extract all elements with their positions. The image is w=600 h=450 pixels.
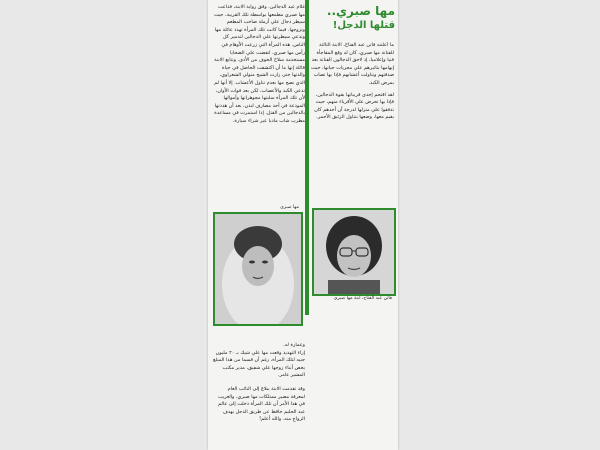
headline-line-2: قتلها الدجل! <box>332 20 395 31</box>
article-text-right-mid: لقد اقتحم إحدى قريباتها بقوة الدجالين، فإذا بها تحرض علي الأقرباء منهم، حيث تدفقوا علي منزلها لدرجة أن أحدهم كان يقيم معها، وضعها بتناول الزئبق الأحمر. <box>314 91 394 121</box>
article-text-left-extra: وعمارة له. <box>283 342 305 348</box>
headline <box>315 4 395 32</box>
portrait-daughter-image <box>314 210 394 294</box>
article-text-left-bottom: إزاء التهديد وقعت مها علي شيك بـ ٢٠ مليون جنيه لتلك المرأة، رغم أن قسما من هذا المبلغ يخص أبناء زوجها علي شفيق، مدير مكتب المشير عامر. <box>213 349 305 379</box>
left-photo <box>213 212 303 326</box>
left-column-bottom <box>213 342 305 446</box>
right-column-top <box>310 42 394 190</box>
right-photo-caption: فاتن عبد الفتاح، ابنة مها صبري <box>333 296 392 301</box>
article-text-left-bottom-2: وقد تقدمت الابنة ببلاغ إلى النائب العام لمعرفة مصير ممتلكات مها صبري، والغريب في هذا الأمر أن تلك المرأة دخلت إلى عالم عبد الحليم حافظ عن طريق الدجل بهدف الزواج منه. والله أعلم! <box>217 385 305 423</box>
accent-divider <box>305 0 309 315</box>
left-photo-caption: مها صبري <box>280 205 299 210</box>
portrait-singer-image <box>215 214 301 324</box>
headline-line-1: مها صبري.. <box>326 4 395 18</box>
article-text-left-top: غلام عبد الدجالين. وفق رواية الابنة، فداعت مها صبري مطمعها بواسطة تلك القريبة، حيث سيطر دجال علي أرملة صاحب المطعم وتزوجها. فيما كانت تلك المرأة تهدد عائلة مها وتدعي سيطرتها علي الدجالين لتدمير كل الناس. هذه المرأة التي زرعت الأوهام في رأس مها صبري، انقضت علي الضحايا مستخدمة سلاح الخوف من الأذى. وتتابع الابنة قائلة إنها ما أن اكتشفت الحاضل في حياة والدتها حتى زارت الشيخ متولي الشعراوي، الذي نصح مها بعدم تناول الأعشاب. إلا أنها لم تدعي الكبد والأعصاب، لكن بعد فوات الأوان، لأن تلك المرأة سلبتها مجوهراتها وأموالها المودعة في أحد مصارف لندن، بعد أن هددتها بالدجالين من القتل. إذا استمرت في مساعدة مطرب شاب ماديا عبر شراء سيارة. <box>214 4 305 124</box>
right-photo <box>312 208 396 296</box>
left-column-top <box>213 4 305 204</box>
article-text-right-top: ما أعلنته فاتن عبد الفتاح، الابنة الثالثة للفنانة مها صبري، كان له وقع المفاجأة فنيا وإعلاميا، إذ لاحق الدجالون الفنانة بعد إيهامها بتاثيرهم علي مجريات حياتها، حيث صدقتهم وتناولت أعشابهم فإذا بها تصاب بمرض الكبد. <box>311 42 394 86</box>
